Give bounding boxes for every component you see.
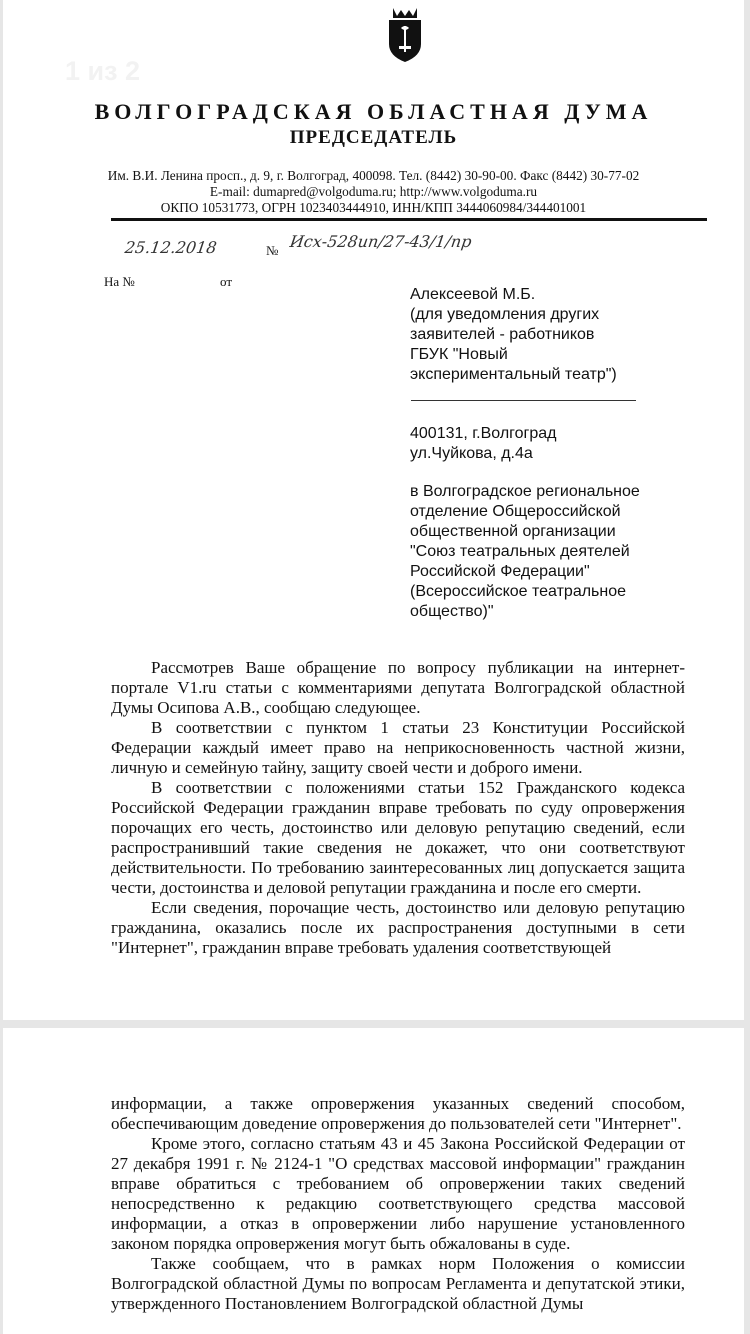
address-line: 400131, г.Волгоград (410, 425, 557, 442)
reference-from-label: от (220, 274, 233, 289)
email-line: E-mail: dumapred@volgoduma.ru; http://www.volgoduma.ru (209, 184, 538, 199)
position-title: ПРЕДСЕДАТЕЛЬ (289, 127, 458, 148)
copy-to-block (410, 482, 640, 622)
recipient-address (410, 424, 557, 464)
number-label: № (266, 243, 279, 258)
page-indicator: 1 из 2 (65, 56, 141, 86)
copy-to-line: Российской Федерации" (410, 563, 590, 580)
copy-to-line: (Всероссийское театральное (410, 583, 627, 600)
copy-to-line: отделение Общероссийской (410, 503, 621, 520)
document-page-2 (3, 1028, 744, 1334)
copy-to-line: в Волгоградское региональное (410, 483, 640, 500)
address-line: ул.Чуйкова, д.4а (410, 445, 533, 462)
letterhead-divider (111, 218, 707, 221)
copy-to-line: "Союз театральных деятелей (410, 543, 630, 560)
body-paragraph: Рассмотрев Ваше обращение по вопросу публикации на интернет-портале V1.ru статьи с комментариями депутата Волгоградской областной Думы Осипова А.В., сообщаю следующее. (111, 658, 685, 717)
codes-line: ОКПО 10531773, ОГРН 1023403444910, ИНН/КПП 3444060984/344401001 (160, 200, 587, 215)
body-paragraph: информации, а также опровержения указанных сведений способом, обеспечивающим доведение опровержения до пользователей сети "Интернет". (111, 1094, 685, 1133)
body-paragraph: В соответствии с положениями статьи 152 Гражданского кодекса Российской Федерации гражданин вправе требовать по суду опровержения порочащих его честь, достоинство или деловую репутацию сведений, если распространивший такие сведения не докажет, что они соответствуют действительности. По требованию заинтересованных лиц допускается защита чести, достоинства и деловой репутации гражданина и после его смерти. (111, 778, 685, 897)
letter-body-page-2 (111, 1094, 685, 1314)
recipient-line: экспериментальный театр") (410, 366, 617, 383)
recipient-line: ГБУК "Новый (410, 346, 508, 363)
recipient-block (410, 285, 617, 385)
address-line: Им. В.И. Ленина просп., д. 9, г. Волгоград, 400098. Тел. (8442) 30-90-00. Факс (8442) 30-77-02 (107, 168, 640, 183)
registration-number: Исх-528ип/27-43/1/пр (288, 232, 473, 251)
copy-to-line: общественной организации (410, 523, 616, 540)
document-page-1 (3, 0, 744, 1020)
recipient-line: Алексеевой М.Б. (410, 286, 536, 303)
letter-body-page-1 (111, 658, 685, 958)
body-paragraph: В соответствии с пунктом 1 статьи 23 Конституции Российской Федерации каждый имеет право на неприкосновенность частной жизни, личную и семейную тайну, защиту своей чести и доброго имени. (111, 718, 685, 777)
copy-to-line: общество)" (410, 603, 494, 620)
reference-label: На № (104, 274, 135, 289)
recipient-line: (для уведомления других (410, 306, 600, 323)
coat-of-arms-icon (383, 6, 427, 64)
registration-date: 25.12.2018 (123, 238, 218, 257)
recipient-line: заявителей - работников (410, 326, 595, 343)
body-paragraph: Также сообщаем, что в рамках норм Положения о комиссии Волгоградской областной Думы по вопросам Регламента и депутатской этики, утвержденного Постановлением Волгоградской областной Думы (111, 1254, 685, 1313)
body-paragraph: Если сведения, порочащие честь, достоинство или деловую репутацию гражданина, оказались после их распространения доступными в сети "Интернет", гражданин вправе требовать удаления соответствующей (111, 898, 685, 957)
recipient-divider (411, 400, 636, 401)
org-name: ВОЛГОГРАДСКАЯ ОБЛАСТНАЯ ДУМА (94, 99, 653, 124)
body-paragraph: Кроме этого, согласно статьям 43 и 45 Закона Российской Федерации от 27 декабря 1991 г. № 2124-1 "О средствах массовой информации" гражданин вправе обратиться с требованием об опровержении таких сведений непосредственно к редакцию соответствующего средства массовой информации, а отказ в опровержении либо нарушение установленного законом порядка опровержения могут быть обжалованы в суде. (111, 1134, 685, 1253)
